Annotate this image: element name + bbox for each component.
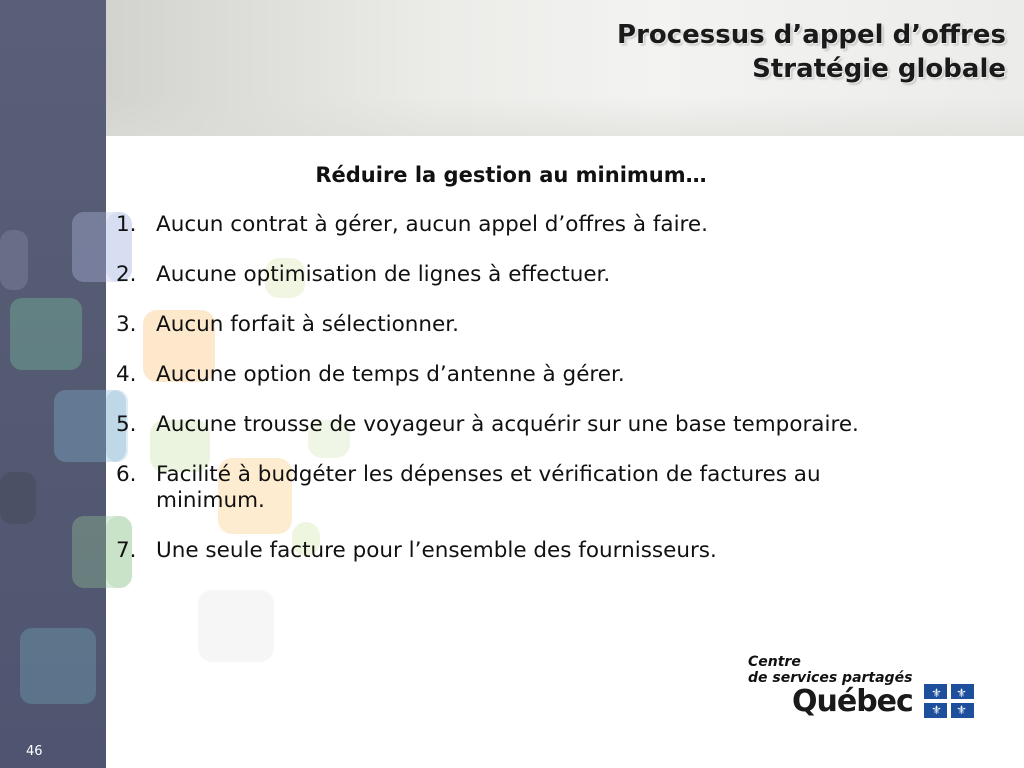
list-item-text: Facilité à budgéter les dépenses et vérification de factures au minimum. bbox=[156, 462, 821, 513]
page-number: 46 bbox=[26, 744, 43, 759]
list-item-number: 1. bbox=[116, 212, 137, 237]
list-item-number: 7. bbox=[116, 538, 137, 563]
title-line-2: Stratégie globale bbox=[752, 54, 1006, 84]
slide-title bbox=[617, 18, 1006, 86]
quebec-flag-icon bbox=[924, 684, 974, 718]
list-item bbox=[116, 212, 916, 238]
sidebar bbox=[0, 0, 106, 768]
list-item-number: 2. bbox=[116, 262, 137, 287]
fleur-de-lis-icon: ⚜ bbox=[931, 702, 942, 717]
list-item bbox=[116, 362, 916, 388]
fleur-de-lis-icon: ⚜ bbox=[956, 685, 967, 700]
list-item bbox=[116, 462, 916, 514]
list-item-text: Une seule facture pour l’ensemble des fournisseurs. bbox=[156, 538, 717, 563]
logo-line-2: de services partagés bbox=[748, 670, 913, 686]
title-line-1: Processus d’appel d’offres bbox=[617, 20, 1006, 50]
list-item bbox=[116, 262, 916, 288]
list-item-number: 4. bbox=[116, 362, 137, 387]
list-item-text: Aucune optimisation de lignes à effectuer. bbox=[156, 262, 611, 287]
decorative-tile bbox=[0, 472, 36, 524]
fleur-de-lis-icon: ⚜ bbox=[956, 702, 967, 717]
fleur-de-lis-icon: ⚜ bbox=[931, 685, 942, 700]
logo-line-3: Québec bbox=[792, 684, 913, 719]
list-item bbox=[116, 412, 916, 438]
decorative-airplane-icon bbox=[20, 628, 96, 704]
csp-quebec-logo bbox=[748, 654, 978, 726]
decorative-tile bbox=[198, 590, 274, 662]
list-item-number: 5. bbox=[116, 412, 137, 437]
logo-line-1: Centre bbox=[748, 654, 801, 670]
decorative-tile bbox=[0, 230, 28, 290]
list-item-text: Aucune option de temps d’antenne à gérer. bbox=[156, 362, 625, 387]
list-item-number: 3. bbox=[116, 312, 137, 337]
list-item-text: Aucune trousse de voyageur à acquérir sur une base temporaire. bbox=[156, 412, 859, 437]
list-item bbox=[116, 312, 916, 338]
list-item-number: 6. bbox=[116, 462, 137, 487]
decorative-tile bbox=[10, 298, 82, 370]
list-item bbox=[116, 538, 916, 564]
section-heading: Réduire la gestion au minimum… bbox=[315, 163, 707, 187]
numbered-list bbox=[116, 212, 916, 588]
list-item-text: Aucun forfait à sélectionner. bbox=[156, 312, 459, 337]
list-item-text: Aucun contrat à gérer, aucun appel d’offres à faire. bbox=[156, 212, 708, 237]
